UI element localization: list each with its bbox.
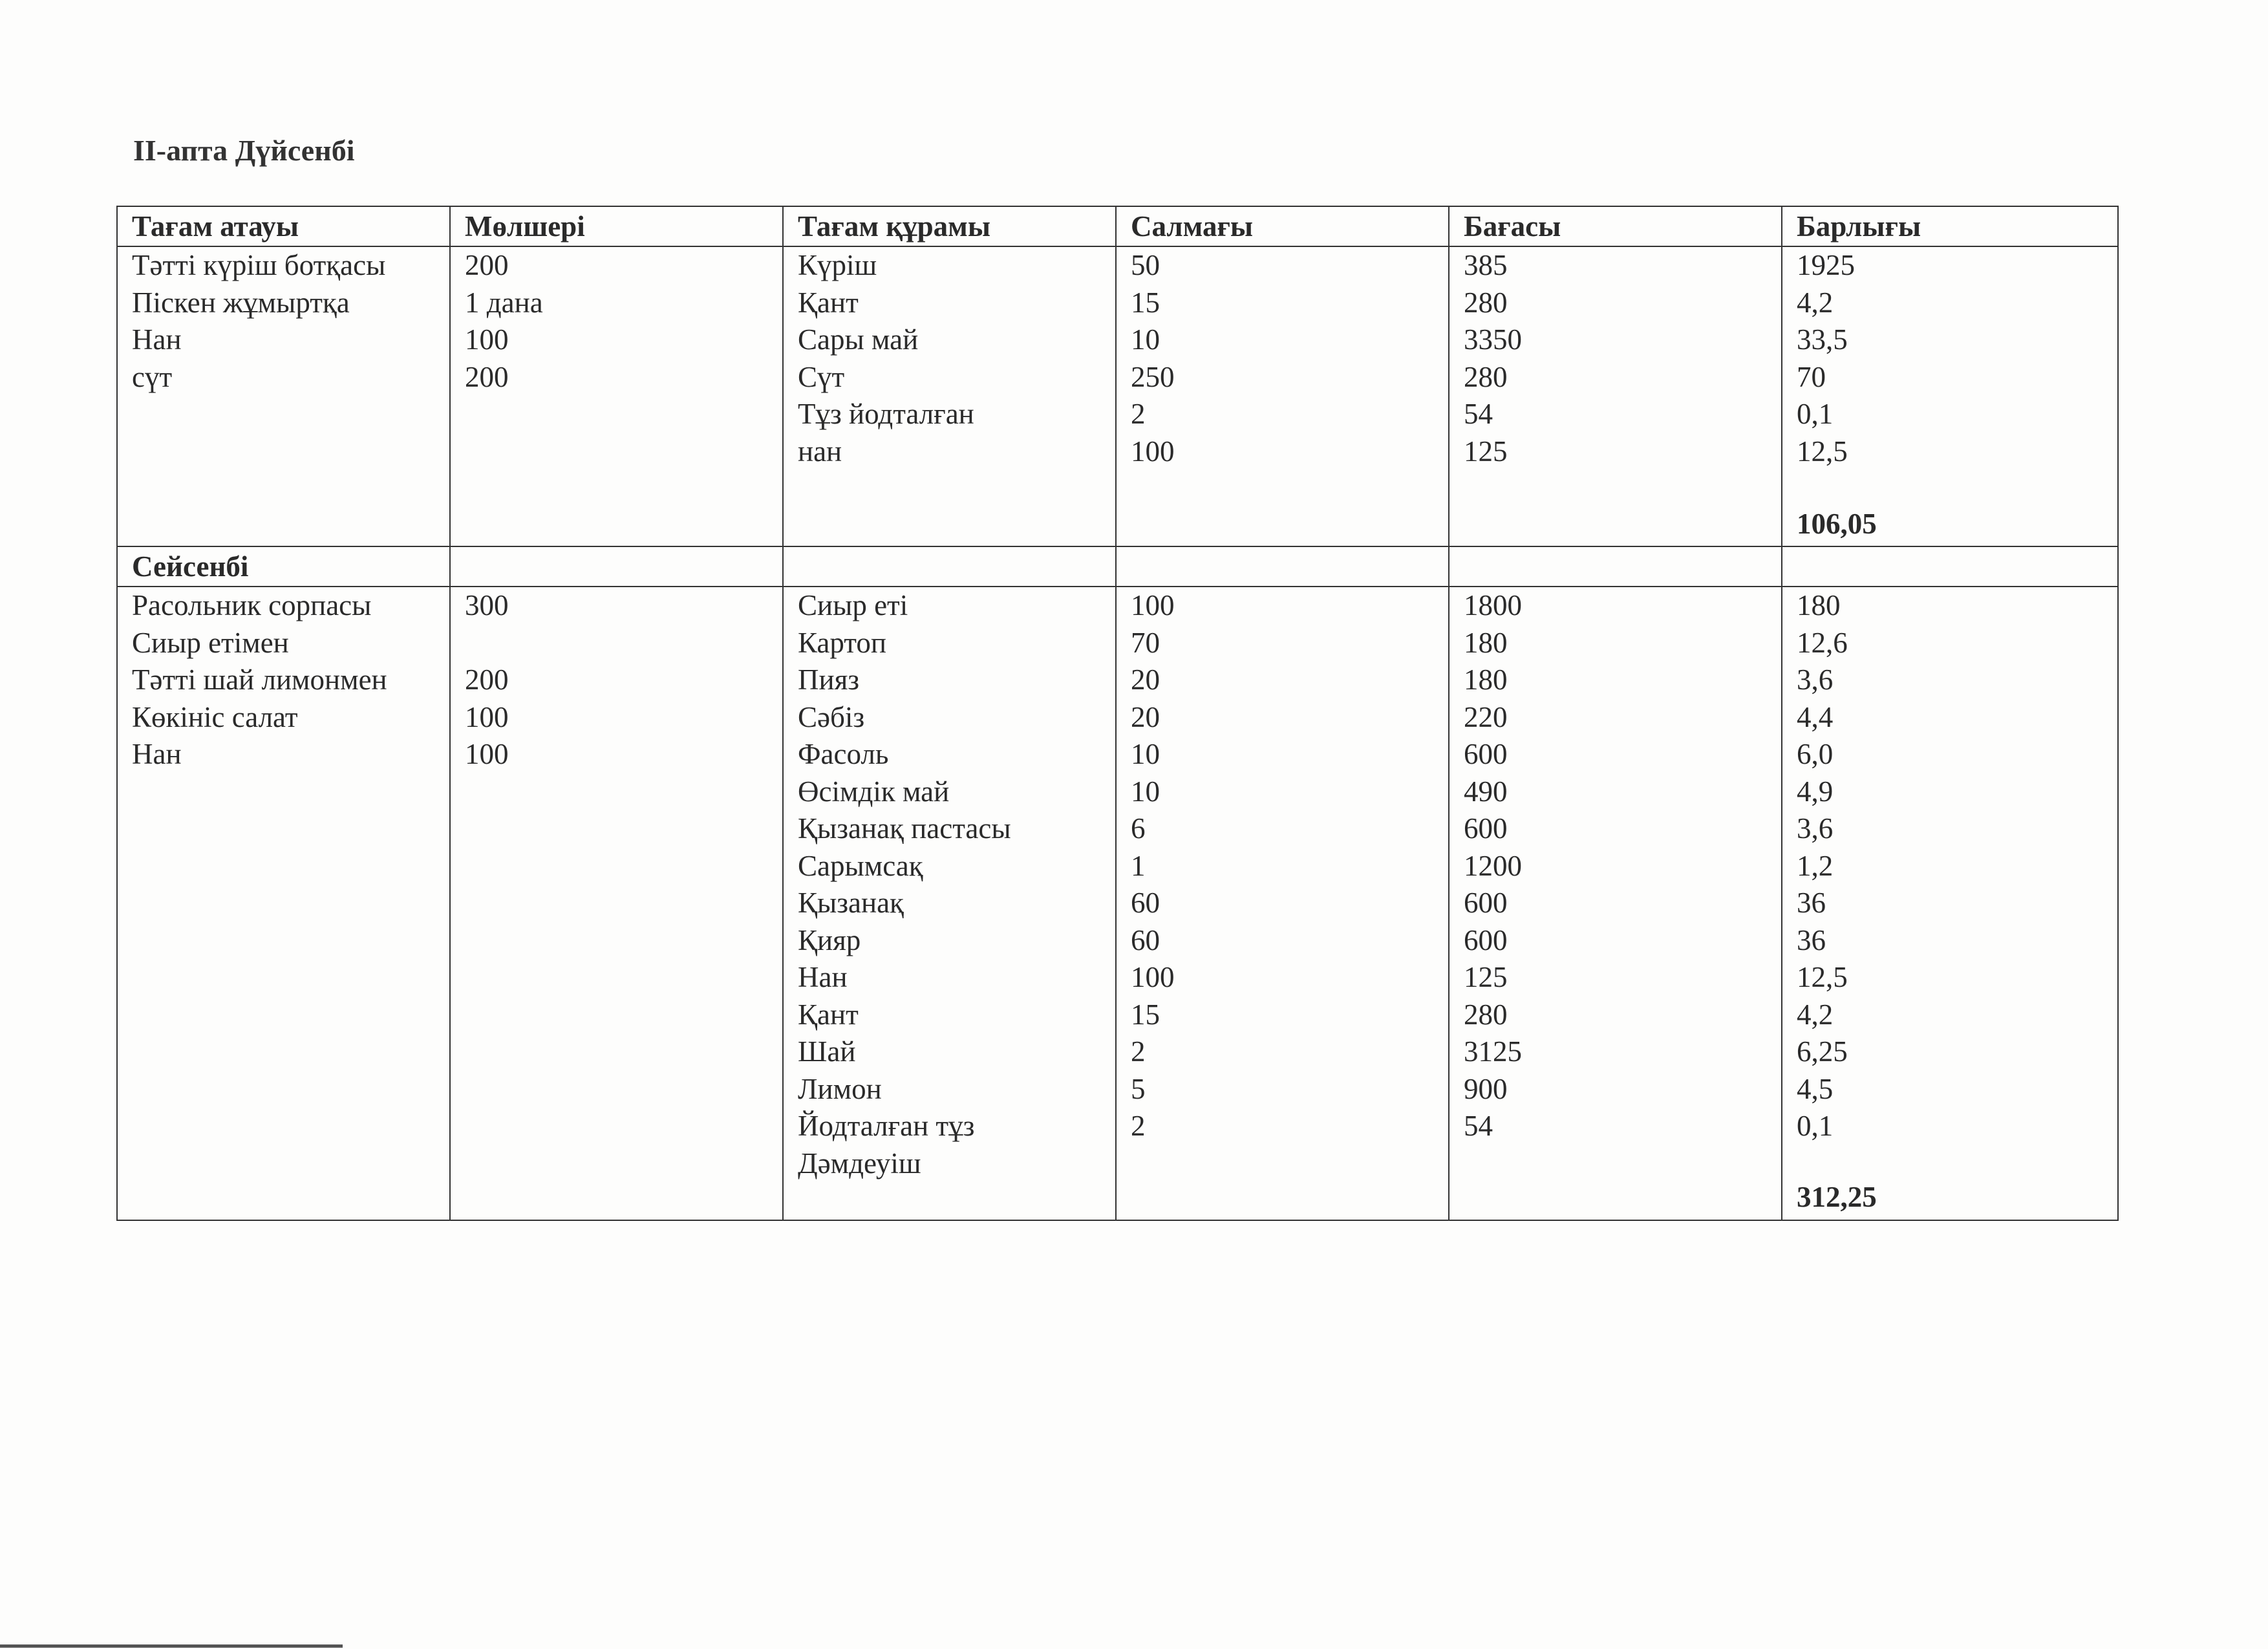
day1-row xyxy=(117,246,2118,546)
price-line: 180 xyxy=(1464,663,1508,696)
dish-line: Көкініс салат xyxy=(132,700,298,733)
weight-line: 70 xyxy=(1131,626,1160,659)
scan-edge-mark xyxy=(0,1644,343,1648)
weight-line: 10 xyxy=(1131,775,1160,808)
ingredient-line: Пияз xyxy=(798,663,860,696)
price-line: 180 xyxy=(1464,626,1508,659)
total-line: 4,9 xyxy=(1797,775,1834,808)
weight-line: 2 xyxy=(1131,1110,1146,1142)
ingredient-line: Қызанақ пастасы xyxy=(798,812,1011,845)
price-line: 385 xyxy=(1464,249,1508,281)
price-line: 125 xyxy=(1464,961,1508,993)
header-total: Барлығы xyxy=(1782,206,2118,246)
portion-line: 1 дана xyxy=(465,286,543,319)
total-line: 36 xyxy=(1797,923,1826,956)
weight-line: 2 xyxy=(1131,398,1146,430)
header-price: Бағасы xyxy=(1449,206,1782,246)
portion-line: 300 xyxy=(465,589,509,621)
total-line: 4,2 xyxy=(1797,998,1834,1031)
total-line: 33,5 xyxy=(1797,323,1848,356)
total-line: 12,5 xyxy=(1797,435,1848,468)
day2-dishes xyxy=(117,587,450,1220)
dish-line: сүт xyxy=(132,360,173,393)
ingredient-line: Сәбіз xyxy=(798,700,865,733)
price-line: 600 xyxy=(1464,887,1508,919)
portion-line: 200 xyxy=(465,360,509,393)
day2-grand-total: 312,25 xyxy=(1797,1181,1877,1213)
price-line: 3125 xyxy=(1464,1035,1522,1068)
weight-line: 1 xyxy=(1131,849,1146,882)
day2-ingredients xyxy=(783,587,1116,1220)
price-line: 600 xyxy=(1464,923,1508,956)
total-line: 70 xyxy=(1797,360,1826,393)
weight-line: 60 xyxy=(1131,923,1160,956)
price-line: 1200 xyxy=(1464,849,1522,882)
header-ingredients: Тағам құрамы xyxy=(783,206,1116,246)
price-line: 490 xyxy=(1464,775,1508,808)
total-line: 4,4 xyxy=(1797,700,1834,733)
weight-line: 6 xyxy=(1131,812,1146,845)
price-line: 54 xyxy=(1464,398,1493,430)
weight-line: 20 xyxy=(1131,700,1160,733)
total-line: 3,6 xyxy=(1797,663,1834,696)
total-line: 6,0 xyxy=(1797,738,1834,770)
portion-line: 100 xyxy=(465,700,509,733)
day1-weights xyxy=(1116,246,1449,546)
dish-line: Піскен жұмыртқа xyxy=(132,286,350,319)
price-line: 54 xyxy=(1464,1110,1493,1142)
total-line: 4,2 xyxy=(1797,286,1834,319)
weight-line: 2 xyxy=(1131,1035,1146,1068)
weight-line: 250 xyxy=(1131,360,1175,393)
ingredient-line: Дәмдеуіш xyxy=(798,1147,921,1180)
dish-line: Нан xyxy=(132,323,182,356)
weight-line: 100 xyxy=(1131,589,1175,621)
total-line: 4,5 xyxy=(1797,1072,1834,1105)
day2-totals xyxy=(1782,587,2118,1220)
dish-line: Тәтті шай лимонмен xyxy=(132,663,387,696)
total-line: 6,25 xyxy=(1797,1035,1848,1068)
header-weight: Салмағы xyxy=(1116,206,1449,246)
ingredient-line: Картоп xyxy=(798,626,886,659)
dish-line: Тәтті күріш ботқасы xyxy=(132,249,386,281)
ingredient-line: Фасоль xyxy=(798,738,889,770)
price-line: 600 xyxy=(1464,812,1508,845)
portion-line: 100 xyxy=(465,738,509,770)
weight-line: 15 xyxy=(1131,998,1160,1031)
weight-line: 10 xyxy=(1131,323,1160,356)
ingredient-line: Сарымсақ xyxy=(798,849,923,882)
ingredient-line: Сары май xyxy=(798,323,919,356)
ingredient-line: Қияр xyxy=(798,923,861,956)
day2-label-row xyxy=(117,546,2118,587)
day-label-tuesday: Сейсенбі xyxy=(117,546,450,587)
weight-line: 15 xyxy=(1131,286,1160,319)
price-line: 280 xyxy=(1464,998,1508,1031)
day2-row xyxy=(117,587,2118,1220)
weight-line: 10 xyxy=(1131,738,1160,770)
portion-line: 200 xyxy=(465,663,509,696)
day2-prices xyxy=(1449,587,1782,1220)
ingredient-line: Нан xyxy=(798,961,848,993)
day1-totals xyxy=(1782,246,2118,546)
dish-line: Расольник сорпасы xyxy=(132,589,372,621)
total-line: 12,6 xyxy=(1797,626,1848,659)
header-dish-name: Тағам атауы xyxy=(117,206,450,246)
weight-line: 5 xyxy=(1131,1072,1146,1105)
total-line: 180 xyxy=(1797,589,1841,621)
day1-portions xyxy=(450,246,783,546)
ingredient-line: Тұз йодталған xyxy=(798,398,974,430)
ingredient-line: Қант xyxy=(798,286,859,319)
ingredient-line: Сүт xyxy=(798,360,845,393)
total-line: 3,6 xyxy=(1797,812,1834,845)
menu-table xyxy=(116,206,2119,1221)
total-line: 1925 xyxy=(1797,249,1855,281)
header-portion: Мөлшері xyxy=(450,206,783,246)
day1-grand-total: 106,05 xyxy=(1797,508,1877,540)
price-line: 280 xyxy=(1464,360,1508,393)
total-line: 0,1 xyxy=(1797,398,1834,430)
portion-line: 100 xyxy=(465,323,509,356)
ingredient-line: нан xyxy=(798,435,842,468)
day1-ingredients xyxy=(783,246,1116,546)
weight-line: 100 xyxy=(1131,435,1175,468)
weight-line: 60 xyxy=(1131,887,1160,919)
price-line: 600 xyxy=(1464,738,1508,770)
header-row xyxy=(117,206,2118,246)
weight-line: 100 xyxy=(1131,961,1175,993)
weight-line: 50 xyxy=(1131,249,1160,281)
ingredient-line: Сиыр еті xyxy=(798,589,908,621)
weight-line: 20 xyxy=(1131,663,1160,696)
dish-line: Нан xyxy=(132,738,182,770)
price-line: 1800 xyxy=(1464,589,1522,621)
price-line: 900 xyxy=(1464,1072,1508,1105)
day2-weights xyxy=(1116,587,1449,1220)
ingredient-line: Қант xyxy=(798,998,859,1031)
page-title: II-апта Дүйсенбі xyxy=(133,134,355,167)
price-line: 220 xyxy=(1464,700,1508,733)
ingredient-line: Шай xyxy=(798,1035,856,1068)
total-line: 1,2 xyxy=(1797,849,1834,882)
total-line: 12,5 xyxy=(1797,961,1848,993)
price-line: 125 xyxy=(1464,435,1508,468)
price-line: 3350 xyxy=(1464,323,1522,356)
portion-line xyxy=(465,625,782,662)
day1-prices xyxy=(1449,246,1782,546)
day2-portions xyxy=(450,587,783,1220)
day1-dishes xyxy=(117,246,450,546)
price-line: 280 xyxy=(1464,286,1508,319)
ingredient-line: Лимон xyxy=(798,1072,882,1105)
ingredient-line: Күріш xyxy=(798,249,877,281)
total-line: 0,1 xyxy=(1797,1110,1834,1142)
dish-line: Сиыр етімен xyxy=(132,626,289,659)
portion-line: 200 xyxy=(465,249,509,281)
total-line: 36 xyxy=(1797,887,1826,919)
ingredient-line: Йодталған тұз xyxy=(798,1110,975,1142)
ingredient-line: Қызанақ xyxy=(798,887,904,919)
ingredient-line: Өсімдік май xyxy=(798,775,950,808)
